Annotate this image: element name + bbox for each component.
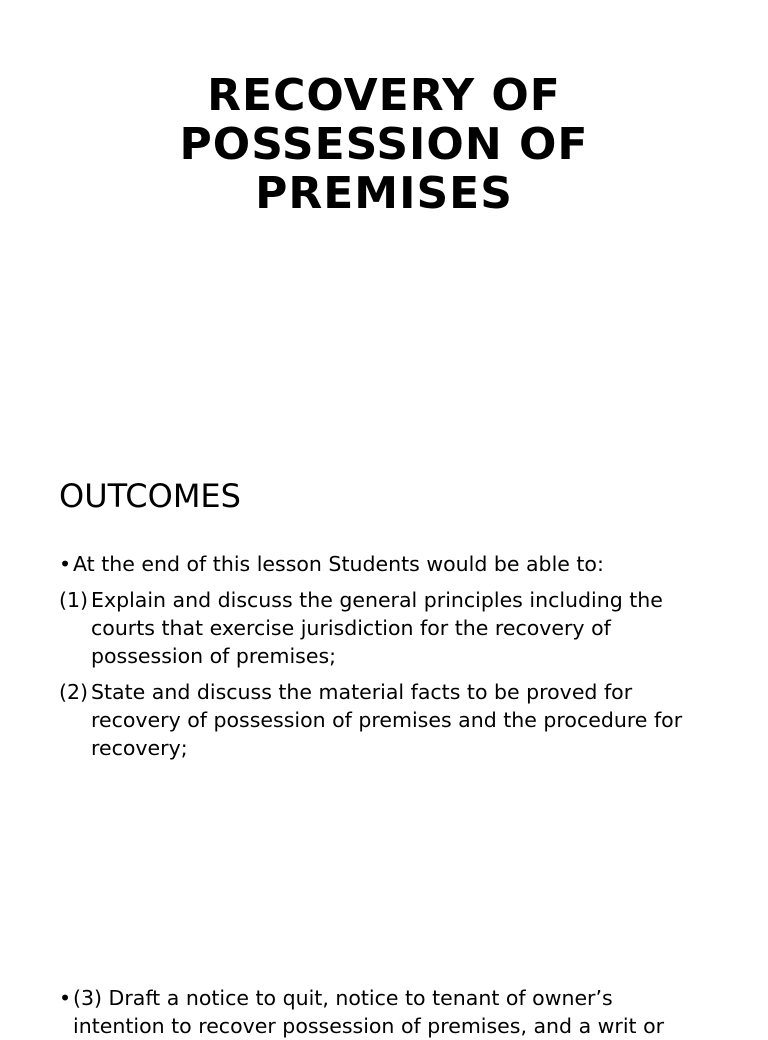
outcome-item-1 [59,586,709,670]
title-line: PREMISES [255,168,513,219]
title-line: RECOVERY OF [207,70,561,121]
slide-title [84,71,684,218]
item-text: Explain and discuss the general principles including the courts that exercise jurisdiction for the recovery of possession of premises; [91,588,663,668]
outcomes-list [59,550,709,770]
bullet-icon: • [59,552,72,576]
bullet-icon: • [59,986,72,1010]
intro-bullet-item [59,550,709,578]
outcome-item-2 [59,678,709,762]
item-text: State and discuss the material facts to be proved for recovery of possession of premises and the procedure for recovery; [91,680,683,760]
outcomes-heading: OUTCOMES [59,477,241,515]
intro-text: At the end of this lesson Students would be able to: [73,552,604,576]
outcome-item-3 [59,984,709,1040]
item-number: (2) [59,680,89,704]
next-slide-partial [59,984,709,1040]
title-line: POSSESSION OF [179,119,589,170]
item-number: (1) [59,588,89,612]
item-text: (3) Draft a notice to quit, notice to tenant of owner’s intention to recover possession of premises, and a writ or [73,986,665,1038]
